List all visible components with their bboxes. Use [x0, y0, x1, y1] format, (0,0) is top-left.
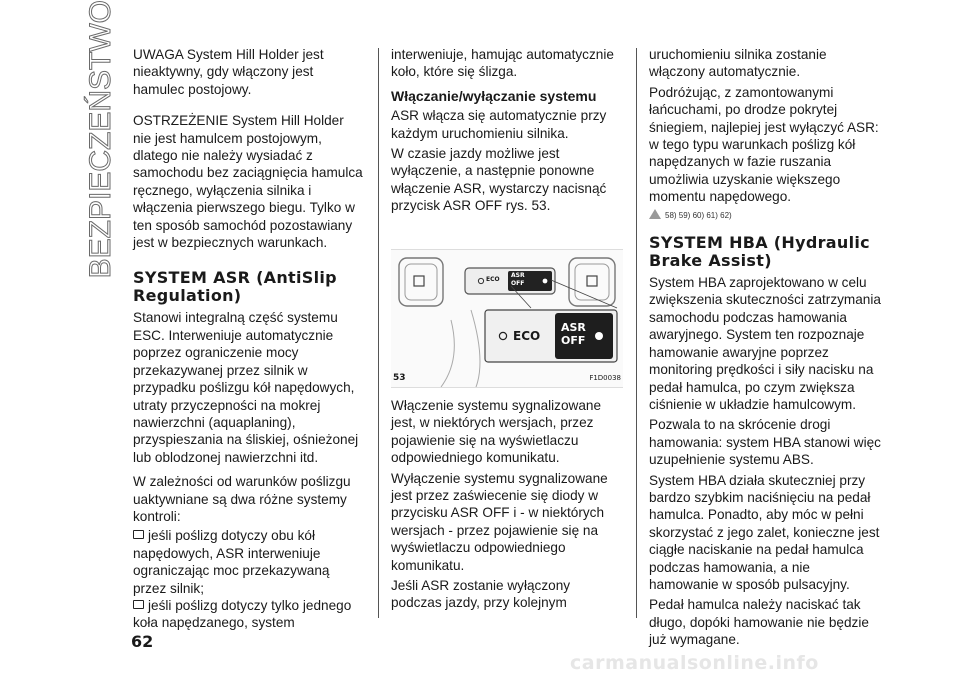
side-section-title: BEZPIECZEŃSTWO — [84, 0, 117, 278]
asr-off-signal: Wyłączenie systemu sygnalizowane jest przez zaświecenie się diody w przycisku ASR OFF i - w niektórych wersjach - przez pojawienie się na wyświetlaczu odpowiedniego komunikatu. — [391, 470, 608, 573]
warning-hill-holder: OSTRZEŻENIE System Hill Holder nie jest hamulcem postojowym, dlatego nie należy wysiadać z samochodu bez zaciągnięcia hamulca ręcznego, wyłączenia silnika i włączenia pierwszego biegu. Tylko w ten sposób samochód pozostawiany jest w bezpiecznych warunkach. — [133, 113, 363, 251]
figure-code: F1D0038 — [589, 374, 621, 382]
dashboard-illustration — [391, 250, 623, 387]
asr-description: Stanowi integralną część systemu ESC. Interweniuje automatycznie poprzez ograniczenie mocy przekazywanej przez silnik w przypadku poślizgu kół napędowych, utraty przyczepności na mokrej nawierzchni (aquaplaning), przyspieszania na śliskiej, ośnieżonej lub oblodzonej nawierzchni itd. — [133, 310, 359, 465]
heading-asr: SYSTEM ASR (AntiSlip Regulation) — [133, 268, 337, 306]
column-2-lower — [391, 397, 623, 619]
column-divider — [636, 48, 637, 618]
hba-description: System HBA zaprojektowano w celu zwiększenia skuteczności zatrzymania samochodu podczas hamowania awaryjnego. System ten rozpoznaje hamowanie awaryjne poprzez monitoring prędkości i siły nacisku na pedał hamulca, po czym zwiększa ciśnienie w układzie hamulcowym. — [649, 275, 881, 412]
asr-label-small-1: ASR — [511, 272, 525, 279]
warning-references — [649, 207, 881, 224]
eco-label-large: ECO — [513, 329, 541, 343]
column-divider — [378, 48, 379, 618]
bullet-item-1 — [133, 527, 365, 597]
figure-number: 53 — [393, 373, 406, 383]
watermark: carmanualsonline.info — [570, 652, 819, 674]
asr-on-signal: Włączenie systemu sygnalizowane jest, w niektórych wersjach, przez pojawienie się na wyświetlaczu odpowiedniego komunikatu. — [391, 398, 602, 466]
asr-label-small-2: OFF — [511, 280, 525, 287]
hba-effectiveness: System HBA działa skuteczniej przy bardzo szybkim naciśnięciu na pedał hamulca. Ponadto, aby móc w pełni skorzystać z jego zalet, konieczne jest ciągłe naciskanie na pedał hamulca podczas hamowania, a nie hamowanie w sposób pulsacyjny. — [649, 472, 880, 592]
bullet-icon — [133, 600, 144, 609]
warning-triangle-icon — [649, 209, 661, 219]
subheading-asr-toggle: Włączanie/wyłączanie systemu — [391, 87, 597, 104]
asr-snow-chains: Podróżując, z zamontowanymi łańcuchami, po drodze pokrytej śniegiem, najlepiej jest wyłączyć ASR: w tego typu warunkach poślizg kół napędzanych w fazie ruszania umożliwia uzyskanie większego momentu napędowego. — [649, 84, 879, 205]
references-text: 58) 59) 60) 61) 62) — [665, 210, 732, 220]
bullet-icon — [133, 530, 144, 539]
column-1 — [133, 46, 365, 632]
hba-abs: Pozwala to na skrócenie drogi hamowania: system HBA stanowi więc uzupełnienie systemu ABS. — [649, 417, 881, 468]
column-2 — [391, 46, 623, 222]
side-section-title-wrap — [84, 0, 118, 278]
asr-off-during-drive: Jeśli ASR zostanie wyłączony podczas jazdy, przy kolejnym — [391, 578, 571, 611]
hba-hold-pedal: Pedał hamulca należy naciskać tak długo, dopóki hamowanie nie będzie już wymagane. — [649, 597, 869, 648]
heading-hba: SYSTEM HBA (Hydraulic Brake Assist) — [649, 233, 870, 271]
asr-label-large-1: ASR — [561, 321, 586, 334]
bullet-text-1: jeśli poślizg dotyczy obu kół napędowych, ASR interweniuje ograniczając moc przekazywaną przez silnik; — [133, 528, 330, 596]
asr-conditions: W zależności od warunków poślizgu uaktywniane są dwa różne systemy kontroli: — [133, 474, 351, 524]
note-hill-holder: UWAGA System Hill Holder jest nieaktywny, gdy włączony jest hamulec postojowy. — [133, 47, 324, 97]
asr-auto-reenable: uruchomieniu silnika zostanie włączony automatycznie. — [649, 47, 827, 80]
figure-asr-button — [391, 249, 623, 388]
eco-label-small: ECO — [486, 276, 500, 283]
bullet-text-2: jeśli poślizg dotyczy tylko jednego koła napędzanego, system — [133, 597, 352, 631]
asr-intervention-cont: interweniuje, hamując automatycznie koło, które się ślizga. — [391, 47, 614, 80]
asr-toggle-howto: W czasie jazdy możliwe jest wyłączenie, a następnie ponowne włączenie ASR, wystarczy nacisnąć przycisk ASR OFF rys. 53. — [391, 146, 607, 214]
column-3 — [649, 46, 881, 656]
bullet-item-2 — [133, 597, 365, 632]
page-number: 62 — [131, 632, 154, 651]
asr-label-large-2: OFF — [561, 334, 586, 347]
asr-auto-on: ASR włącza się automatycznie przy każdym uruchomieniu silnika. — [391, 108, 607, 141]
